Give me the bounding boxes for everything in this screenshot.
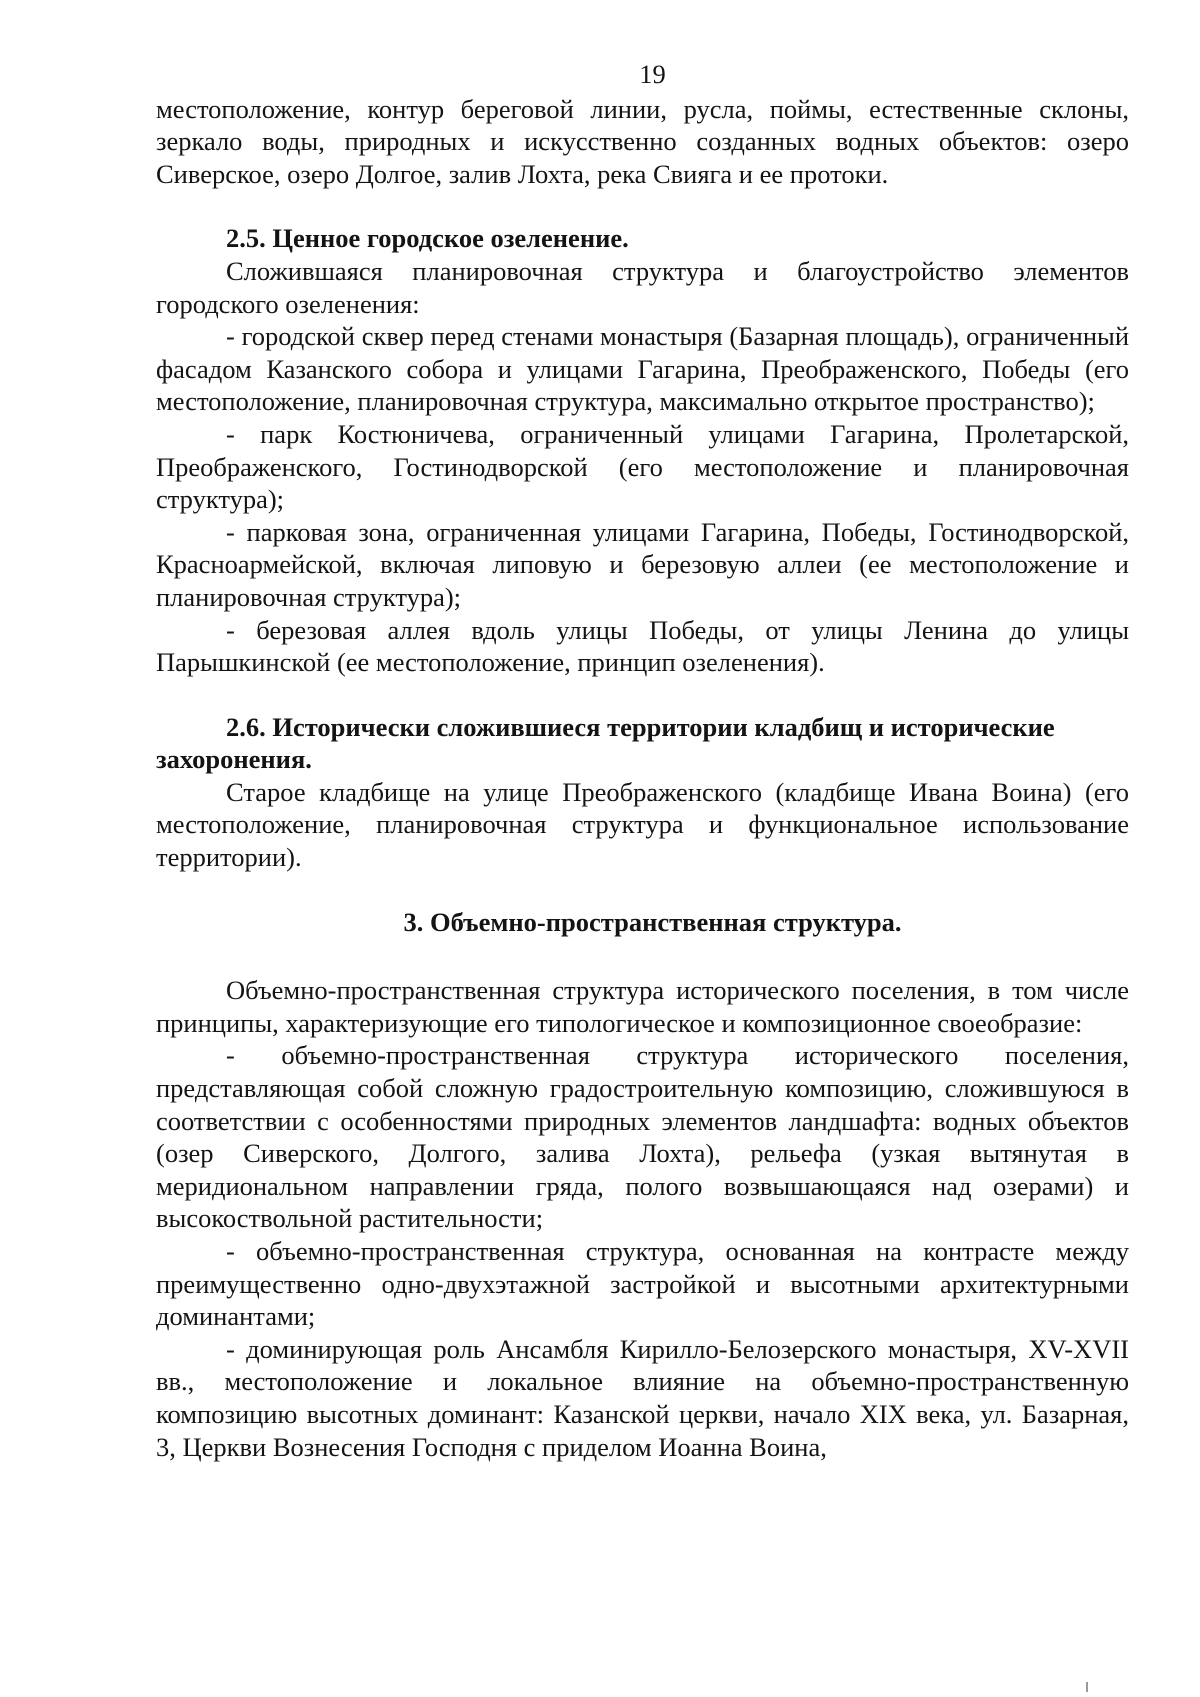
list-item: - парк Костюничева, ограниченный улицами Гагарина, Пролетарской, Преображенского, Гостинодворской (его местоположение и планировочная структура); [156, 418, 1129, 515]
list-item: - парковая зона, ограниченная улицами Гагарина, Победы, Гостинодворской, Красноармейской, включая липовую и березовую аллеи (ее местоположение и планировочная структура); [156, 516, 1129, 612]
list-item: - березовая аллея вдоль улицы Победы, от улицы Ленина до улицы Парышкинской (ее местоположение, принцип озеленения). [156, 614, 1129, 678]
list-item: - объемно-пространственная структура исторического поселения, представляющая собой сложную градостроительную композицию, сложившуюся в соответствии с особенностями природных элементов ландшафта: водных объектов (озер Сиверского, Долгого, залива Лохта), рельефа (узкая вытянутая в меридиональном направлении гряда, полого возвышающаяся над озерами) и высокоствольной растительности; [156, 1040, 1129, 1234]
spacer [156, 679, 1129, 711]
spacer [156, 938, 1129, 974]
spacer [156, 190, 1129, 222]
section-heading-3: 3. Объемно-пространственная структура. [403, 906, 902, 937]
page-number: 19 [639, 59, 666, 89]
list-item: - объемно-пространственная структура, основанная на контрасте между преимущественно одно-двухэтажной застройкой и высотными архитектурными доминантами; [156, 1236, 1129, 1332]
list-item: - доминирующая роль Ансамбля Кирилло-Белозерского монастыря, XV-XVII вв., местоположение и локальное влияние на объемно-пространственную композицию высотных доминант: Казанской церкви, начало XIX века, ул. Базарная, 3, Церкви Вознесения Господня с приделом Иоанна Воина, [156, 1333, 1129, 1462]
section-2-6-text: Старое кладбище на улице Преображенского (кладбище Ивана Воина) (его местоположение, планировочная структура и функциональное использование территории). [156, 776, 1129, 873]
section-2-5-lead: Сложившаяся планировочная структура и благоустройство элементов городского озеленения: [156, 255, 1129, 319]
section-heading-2-6: 2.6. Исторически сложившиеся территории кладбищ и исторические захоронения. [156, 711, 1055, 775]
section-3-lead: Объемно-пространственная структура исторического поселения, в том числе принципы, характеризующие его типологическое и композиционное своеобразие: [156, 975, 1129, 1038]
intro-paragraph: местоположение, контур береговой линии, русла, поймы, естественные склоны, зеркало воды, природных и искусственно созданных водных объектов: озеро Сиверское, озеро Долгое, залив Лохта, река Свияга и ее протоки. [156, 93, 1129, 189]
document-page [156, 58, 1129, 1463]
scan-artifact [1086, 1682, 1088, 1692]
spacer [156, 874, 1129, 906]
list-item: - городской сквер перед стенами монастыря (Базарная площадь), ограниченный фасадом Казанского собора и улицами Гагарина, Преображенского, Победы (его местоположение, планировочная структура, максимально открытое пространство); [156, 321, 1129, 417]
section-heading-2-5: 2.5. Ценное городское озеленение. [226, 223, 629, 254]
